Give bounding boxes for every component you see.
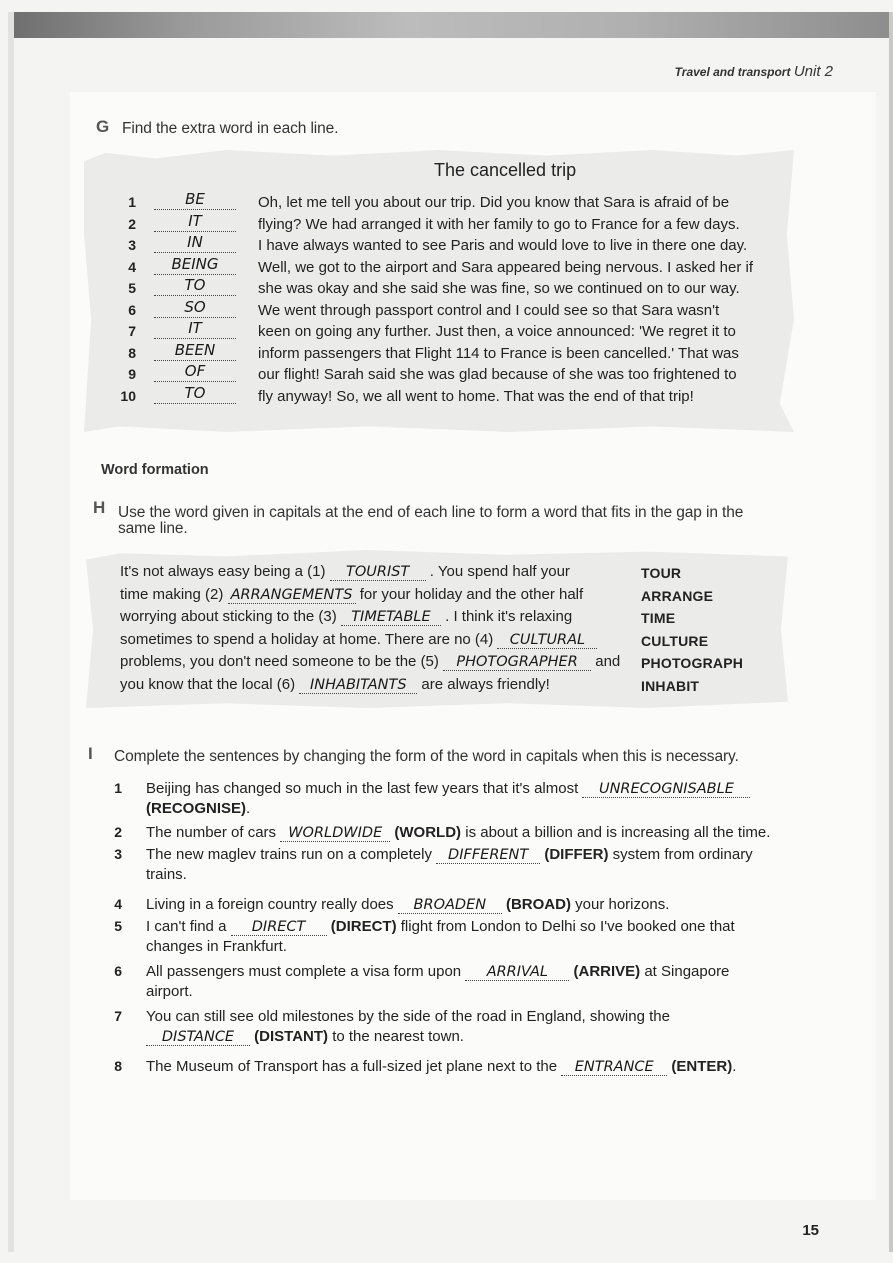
story-line: she was okay and she said she was fine, so we continued on to our way.	[258, 280, 740, 297]
text-segment: you know that the local (6)	[120, 675, 300, 693]
text-line	[120, 676, 550, 694]
answer-field[interactable]: BE	[154, 191, 236, 210]
text-segment: Beijing has changed so much in the last few years that it's almost	[146, 780, 583, 797]
text-segment: flight from London to Delhi so I've booked one that	[396, 918, 735, 935]
text-segment: for your holiday and the other half	[355, 585, 584, 603]
answer-field[interactable]: TO	[154, 385, 236, 404]
sentence-line	[146, 918, 735, 936]
capital-word: (DIRECT)	[330, 918, 397, 935]
gap-field[interactable]: BROADEN	[398, 897, 502, 914]
text-segment: . You spend half your	[425, 563, 570, 580]
gap-field[interactable]: ARRANGEMENTS	[228, 587, 356, 604]
item-number: 7	[114, 1008, 122, 1024]
capital-word: INHABIT	[641, 677, 700, 694]
text-segment: to the nearest town.	[328, 1028, 464, 1045]
capital-word: (RECOGNISE)	[146, 800, 247, 817]
gap-field[interactable]: WORLDWIDE	[280, 825, 390, 842]
gap-field[interactable]: TIMETABLE	[341, 609, 441, 626]
capital-word: (DISTANT)	[254, 1028, 329, 1045]
page-number: 15	[802, 1222, 819, 1239]
text-line	[120, 631, 597, 649]
word-formation-heading: Word formation	[101, 462, 209, 478]
story-line: Oh, let me tell you about our trip. Did you know that Sara is afraid of be	[258, 194, 730, 211]
scan-top-bar	[8, 12, 893, 38]
section-h-instruction-line1: Use the word given in capitals at the end of each line to form a word that fits in the gap in the	[118, 504, 744, 521]
sentence-continuation	[146, 866, 187, 883]
line-number: 9	[128, 366, 136, 382]
section-i-letter: I	[88, 744, 93, 763]
gap-field[interactable]: CULTURAL	[497, 632, 597, 649]
gap-field[interactable]: ENTRANCE	[561, 1059, 667, 1076]
scan-left-margin	[8, 12, 14, 1252]
text-segment: The new maglev trains run on a completely	[146, 846, 437, 863]
text-line	[120, 586, 583, 604]
answer-field[interactable]: BEEN	[154, 342, 236, 361]
sentence-line	[146, 1008, 670, 1025]
answer-field[interactable]: OF	[154, 363, 236, 382]
sentence-continuation	[146, 983, 193, 1000]
text-segment: I can't find a	[146, 918, 231, 935]
text-segment: time making (2)	[120, 585, 228, 603]
story-line: our flight! Sarah said she was glad because of she was too frightened to	[258, 366, 737, 383]
text-segment: worrying about sticking to the (3)	[120, 608, 341, 625]
sentence-continuation	[146, 1028, 464, 1046]
answer-field[interactable]: BEING	[154, 256, 236, 275]
story-line: keen on going any further. Just then, a voice announced: 'We regret it to	[258, 323, 736, 340]
item-number: 1	[114, 780, 122, 796]
section-g-instruction: Find the extra word in each line.	[122, 120, 339, 137]
line-number: 1	[128, 194, 136, 210]
text-segment: changes in Frankfurt.	[146, 938, 287, 955]
running-header	[675, 63, 833, 80]
answer-field[interactable]: TO	[154, 277, 236, 296]
line-number: 8	[128, 344, 136, 361]
capital-word: ARRANGE	[641, 587, 714, 604]
text-segment: problems, you don't need someone to be the (5)	[120, 653, 444, 670]
line-number: 5	[128, 280, 136, 296]
sentence-continuation	[146, 800, 250, 817]
header-title: Travel and transport	[674, 65, 791, 79]
text-segment: .	[246, 800, 251, 817]
text-segment: .	[732, 1058, 737, 1075]
story-line: inform passengers that Flight 114 to France is been cancelled.' That was	[258, 344, 739, 362]
story-line: fly anyway! So, we all went to home. That was the end of that trip!	[258, 387, 694, 405]
text-segment: is about a billion and is increasing all the time.	[461, 824, 771, 841]
answer-field[interactable]: IN	[154, 234, 236, 253]
capital-word: CULTURE	[641, 632, 709, 649]
section-i-instruction: Complete the sentences by changing the form of the word in capitals when this is necessary.	[114, 748, 739, 765]
sentence-line	[146, 1058, 736, 1076]
text-line	[120, 608, 572, 626]
text-segment: It's not always easy being a (1)	[120, 563, 330, 580]
gap-field[interactable]: INHABITANTS	[299, 677, 417, 694]
item-number: 6	[114, 963, 122, 979]
capital-word: TIME	[641, 610, 676, 626]
gap-field[interactable]: DISTANCE	[146, 1029, 250, 1046]
item-number: 8	[114, 1058, 122, 1074]
text-segment: and	[591, 653, 621, 670]
scan-right-edge	[889, 12, 893, 1252]
gap-field[interactable]: UNRECOGNISABLE	[582, 781, 750, 798]
section-h-letter: H	[93, 498, 106, 517]
sentence-line	[146, 780, 750, 798]
capital-word: (DIFFER)	[544, 846, 609, 863]
story-line: I have always wanted to see Paris and would love to live in there one day.	[258, 237, 748, 254]
text-segment: system from ordinary	[608, 846, 753, 863]
text-segment: sometimes to spend a holiday at home. There are no (4)	[120, 630, 498, 648]
text-segment: All passengers must complete a visa form upon	[146, 963, 466, 980]
sentence-line	[146, 846, 753, 864]
text-segment: are always friendly!	[417, 675, 550, 693]
text-segment: at Singapore	[640, 963, 730, 980]
section-h-instruction-line2: same line.	[118, 520, 188, 537]
sentence-continuation	[146, 938, 287, 955]
text-segment: The number of cars	[146, 824, 281, 841]
line-number: 7	[128, 323, 136, 339]
gap-field[interactable]: TOURIST	[330, 564, 426, 581]
text-segment: . I think it's relaxing	[440, 608, 573, 625]
item-number: 5	[114, 918, 122, 934]
capital-word: (ENTER)	[671, 1058, 733, 1075]
capital-word: (ARRIVE)	[573, 963, 641, 980]
gap-field[interactable]: ARRIVAL	[465, 964, 569, 981]
line-number: 4	[128, 258, 136, 275]
answer-field[interactable]: SO	[154, 299, 236, 318]
answer-field[interactable]: IT	[154, 213, 236, 232]
line-number: 6	[128, 301, 136, 318]
story-line: Well, we got to the airport and Sara appeared being nervous. I asked her if	[258, 258, 754, 276]
text-line	[120, 653, 620, 671]
item-number: 3	[114, 846, 122, 862]
gap-field[interactable]: PHOTOGRAPHER	[443, 654, 591, 671]
text-line	[120, 563, 570, 581]
text-segment: Living in a foreign country really does	[146, 896, 398, 913]
header-unit: Unit 2	[793, 63, 833, 80]
gap-field[interactable]: DIFFERENT	[436, 847, 540, 864]
line-number: 10	[120, 387, 136, 404]
gap-field[interactable]: DIRECT	[231, 919, 327, 936]
text-segment: trains.	[146, 866, 187, 883]
text-segment: your horizons.	[570, 896, 670, 913]
text-segment: The Museum of Transport has a full-sized jet plane next to the	[146, 1058, 562, 1075]
line-number: 3	[128, 237, 136, 253]
capital-word: (WORLD)	[394, 824, 462, 841]
story-title: The cancelled trip	[434, 160, 577, 180]
capital-word: TOUR	[641, 565, 682, 581]
story-line: flying? We had arranged it with her family to go to France for a few days.	[258, 215, 740, 233]
sentence-line	[146, 824, 770, 842]
capital-word: (BROAD)	[505, 896, 571, 913]
section-g-letter: G	[96, 117, 110, 136]
story-line: We went through passport control and I could see so that Sara wasn't	[258, 301, 720, 319]
text-segment: You can still see old milestones by the side of the road in England, showing the	[146, 1008, 670, 1025]
answer-field[interactable]: IT	[154, 320, 236, 339]
item-number: 4	[114, 896, 122, 912]
sentence-line	[146, 896, 669, 914]
line-number: 2	[128, 215, 136, 232]
text-segment: airport.	[146, 983, 193, 1000]
item-number: 2	[114, 824, 122, 840]
capital-word: PHOTOGRAPH	[641, 655, 744, 671]
sentence-line	[146, 963, 729, 981]
